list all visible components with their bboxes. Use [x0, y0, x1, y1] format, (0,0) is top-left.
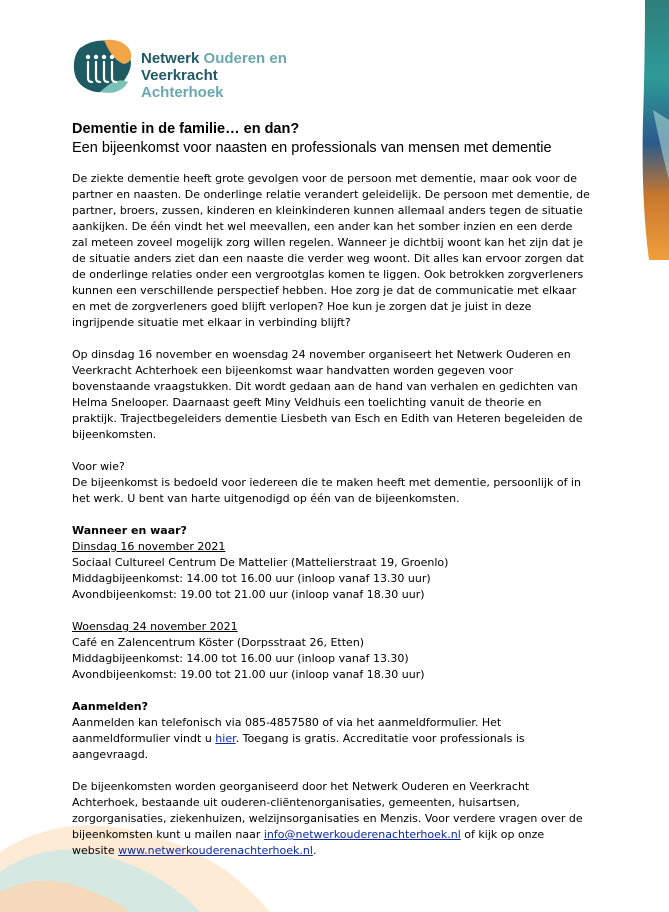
session-evening: Avondbijeenkomst: 19.00 tot 21.00 uur (inloop vanaf 18.30 uur) — [72, 668, 425, 681]
when-section — [72, 523, 592, 683]
session-afternoon: Middagbijeenkomst: 14.00 tot 16.00 uur (inloop vanaf 13.30) — [72, 652, 409, 665]
signup-section: Aanmelden? Aanmelden kan telefonisch via 085-4857580 of via het aanmeldformulier. Het aanmeldformulier vindt u hier. Toegang is gratis. Accreditatie voor professionals is aangevraagd. — [72, 699, 592, 763]
when-heading: Wanneer en waar? — [72, 524, 187, 537]
document-body — [72, 120, 592, 859]
session-place: Café en Zalencentrum Köster (Dorpsstraat 26, Etten) — [72, 636, 365, 649]
email-link[interactable]: info@netwerkouderenachterhoek.nl — [263, 828, 461, 841]
who-section: Voor wie? De bijeenkomst is bedoeld voor iedereen die te maken heeft met dementie, persoonlijk of in het werk. U bent van harte uitgenodigd op één van de bijeenkomsten. — [72, 459, 592, 507]
logo-wordmark: Netwerk Ouderen en Veerkracht Achterhoek — [141, 50, 287, 101]
session-date: Dinsdag 16 november 2021 — [72, 540, 226, 553]
intro-paragraph: De ziekte dementie heeft grote gevolgen voor de persoon met dementie, maar ook voor de partner en naasten. De onderlinge relatie verandert geleidelijk. De persoon met dementie, de partner, broers, zussen, kinderen en kleinkinderen kunnen allemaal anders tegen de situatie aankijken. De één vindt het wel meevallen, een ander kan het somber inzien en een derde zal meteen zoveel mogelijk zorg willen regelen. Wanneer je dichtbij woont kan het zijn dat je de situatie anders ziet dan een naaste die verder weg woont. Dit alles kan ervoor zorgen dat de onderlinge relaties onder een vergrootglas komen te liggen. Ook betrokken zorgverleners kunnen een verschillende perspectief hebben. Hoe zorg je dat de communicatie met elkaar en met de zorgverleners goed blijft verlopen? Hoe kun je zorgen dat je juist in deze ingrijpende situatie met elkaar in verbinding blijft? — [72, 172, 590, 329]
session-date: Woensdag 24 november 2021 — [72, 620, 238, 633]
website-link[interactable]: www.netwerkouderenachterhoek.nl — [118, 844, 313, 857]
footer-paragraph: De bijeenkomsten worden georganiseerd door het Netwerk Ouderen en Veerkracht Achterhoek, bestaande uit ouderen-cliëntenorganisaties, gemeenten, huisartsen, zorgorganisaties, ziekenhuizen, welzijnsorganisaties en Menzis. Voor verdere vragen over de bijeenkomsten kunt u mailen naar info@netwerkouderenachterhoek.nl of kijk op onze website www.netwerkouderenachterhoek.nl. — [72, 780, 583, 857]
page-title: Dementie in de familie… en dan? Een bijeenkomst voor naasten en professionals van mensen met dementie — [72, 121, 552, 156]
who-heading: Voor wie? — [72, 460, 125, 473]
organize-paragraph: Op dinsdag 16 november en woensdag 24 november organiseert het Netwerk Ouderen en Veerkracht Achterhoek een bijeenkomst waar handvatten worden gegeven voor bovenstaande vraagstukken. Dit wordt gedaan aan de hand van verhalen en gedichten van Helma Snelooper. Daarnaast geeft Miny Veldhuis een toelichting vanuit de theorie en praktijk. Trajectbegeleiders dementie Liesbeth van Esch en Edith van Heteren begeleiden de bijeenkomsten. — [72, 348, 583, 441]
session-evening: Avondbijeenkomst: 19.00 tot 21.00 uur (inloop vanaf 18.30 uur) — [72, 588, 425, 601]
logo — [70, 38, 300, 101]
network-logo-icon — [70, 38, 134, 96]
session-afternoon: Middagbijeenkomst: 14.00 tot 16.00 uur (inloop vanaf 13.30 uur) — [72, 572, 431, 585]
decorative-right-stripe — [639, 0, 669, 260]
signup-heading: Aanmelden? — [72, 700, 149, 713]
session-place: Sociaal Cultureel Centrum De Mattelier (Mattelierstraat 19, Groenlo) — [72, 556, 449, 569]
signup-form-link[interactable]: hier — [215, 732, 236, 745]
